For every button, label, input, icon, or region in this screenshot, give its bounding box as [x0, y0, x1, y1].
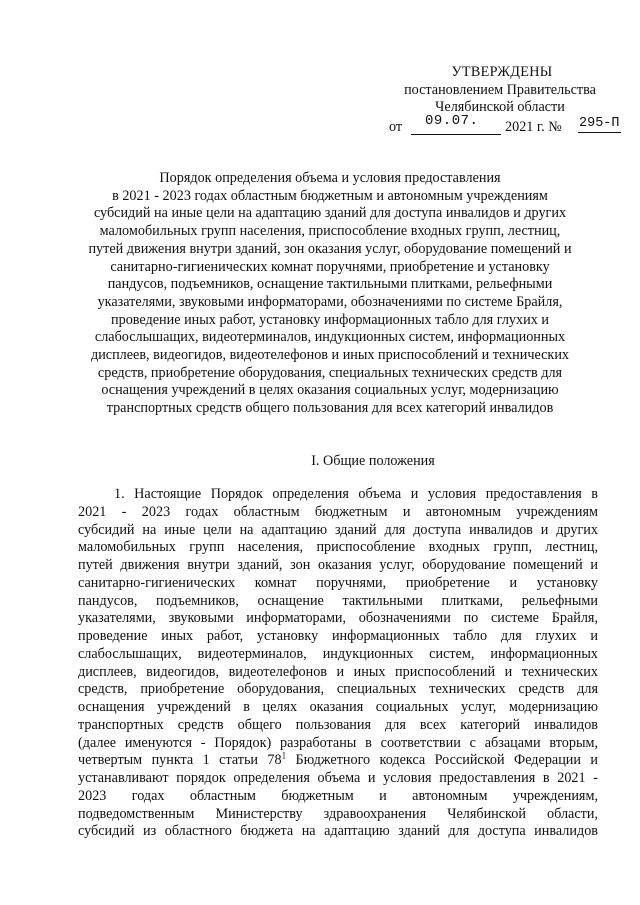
body-line: 2021 - 2023 годах областным бюджетным и автономным учреждениям: [78, 503, 598, 520]
body-line: маломобильных групп населения, приспособление входных групп, лестниц,: [78, 539, 598, 556]
title-line: проведение иных работ, установку информационных табло для глухих и: [111, 311, 549, 328]
title-line: слабослышащих, видеотерминалов, индукционных систем, информационных: [94, 329, 566, 346]
body-line-sup-before: четвертым пункта 1 статьи 78: [78, 752, 282, 769]
title-line: Порядок определения объема и условия предоставления: [159, 170, 501, 186]
body-line: проведение иных работ, установку информационных табло для глухих и: [78, 628, 598, 644]
body-line: подведомственным Министерству здравоохранения Челябинской области,: [78, 805, 598, 822]
title-line: пандусов, подъемников, оснащение тактильными плитками, рельефными: [107, 276, 553, 293]
approval-date-row: [372, 112, 620, 137]
body-paragraph: [78, 486, 598, 841]
body-line: (далее именуются - Порядок) разработаны в соответствии с абзацами вторым,: [78, 734, 598, 751]
title-line: путей движения внутри зданий, зон оказания услуг, оборудование помещений и: [88, 240, 572, 257]
title-line: санитарно-гигиенических комнат поручнями, приобретение и установку: [110, 258, 550, 275]
title-line: дисплеев, видеогидов, видеотелефонов и иных приспособлений и технических: [90, 347, 570, 364]
title-line: указателями, звуковыми информаторами, обозначениями по системе Брайля,: [97, 293, 563, 310]
body-line: оснащения учреждений в целях оказания социальных услуг, модернизацию: [78, 699, 598, 715]
approval-date-value: 09.07.: [425, 112, 479, 129]
body-line: субсидий из областного бюджета на адаптацию зданий для доступа инвалидов: [78, 823, 598, 840]
title-line: в 2021 - 2023 годах областным бюджетным и автономным учреждениям: [112, 187, 548, 204]
body-line: транспортных средств общего пользования для всех категорий инвалидов: [78, 716, 598, 733]
title-line: субсидий на иные цели на адаптацию зданий для доступа инвалидов и других: [93, 205, 567, 222]
body-line: дисплеев, видеогидов, видеотелефонов и иных приспособлений и технических: [78, 663, 598, 680]
title-line: маломобильных групп населения, приспособление входных групп, лестниц,: [99, 223, 561, 240]
body-line: средств, приобретение оборудования, специальных технических средств для: [78, 681, 598, 698]
body-line: пандусов, подъемников, оснащение тактильными плитками, рельефными: [78, 592, 598, 609]
document-title: [60, 170, 600, 418]
title-line: оснащения учреждений в целях оказания социальных услуг, модернизацию: [101, 382, 559, 399]
approval-date-field: [411, 112, 501, 135]
approval-line-1: постановлением Правительства: [404, 81, 596, 98]
body-line: 1. Настоящие Порядок определения объема и условия предоставления в: [114, 486, 598, 502]
title-line: средств, приобретение оборудования, специальных технических средств для: [97, 364, 563, 381]
body-line: устанавливают порядок определения объема и условия предоставления в 2021 -: [78, 770, 598, 786]
body-line: указателями, звуковыми информаторами, обозначениями по системе Брайля,: [78, 610, 598, 627]
body-line-sup-after: Бюджетного кодекса Российской Федерации и: [286, 752, 598, 769]
body-line: путей движения внутри зданий, зон оказания услуг, оборудование помещений и: [78, 557, 598, 573]
body-line: санитарно-гигиенических комнат поручнями, приобретение и установку: [78, 574, 598, 591]
body-line: слабослышащих, видеотерминалов, индукционных систем, информационных: [78, 645, 598, 662]
approval-year-label: 2021 г. №: [505, 118, 562, 135]
approval-stamp: [372, 64, 620, 137]
approval-number-value: 295-П: [578, 115, 621, 134]
body-line-with-superscript: [78, 752, 598, 770]
approval-title: УТВЕРЖДЕНЫ: [451, 64, 553, 80]
approval-line-2: Челябинской области: [435, 99, 565, 115]
approval-from-label: от: [389, 118, 403, 135]
body-line: субсидий на иные цели на адаптацию зданий для доступа инвалидов и других: [78, 521, 598, 538]
body-line: 2023 годах областным бюджетным и автономным учреждениям,: [78, 787, 598, 804]
section-heading: I. Общие положения: [311, 453, 435, 469]
title-line: транспортных средств общего пользования для всех категорий инвалидов: [106, 400, 554, 417]
article-superscript: 1: [281, 750, 287, 761]
